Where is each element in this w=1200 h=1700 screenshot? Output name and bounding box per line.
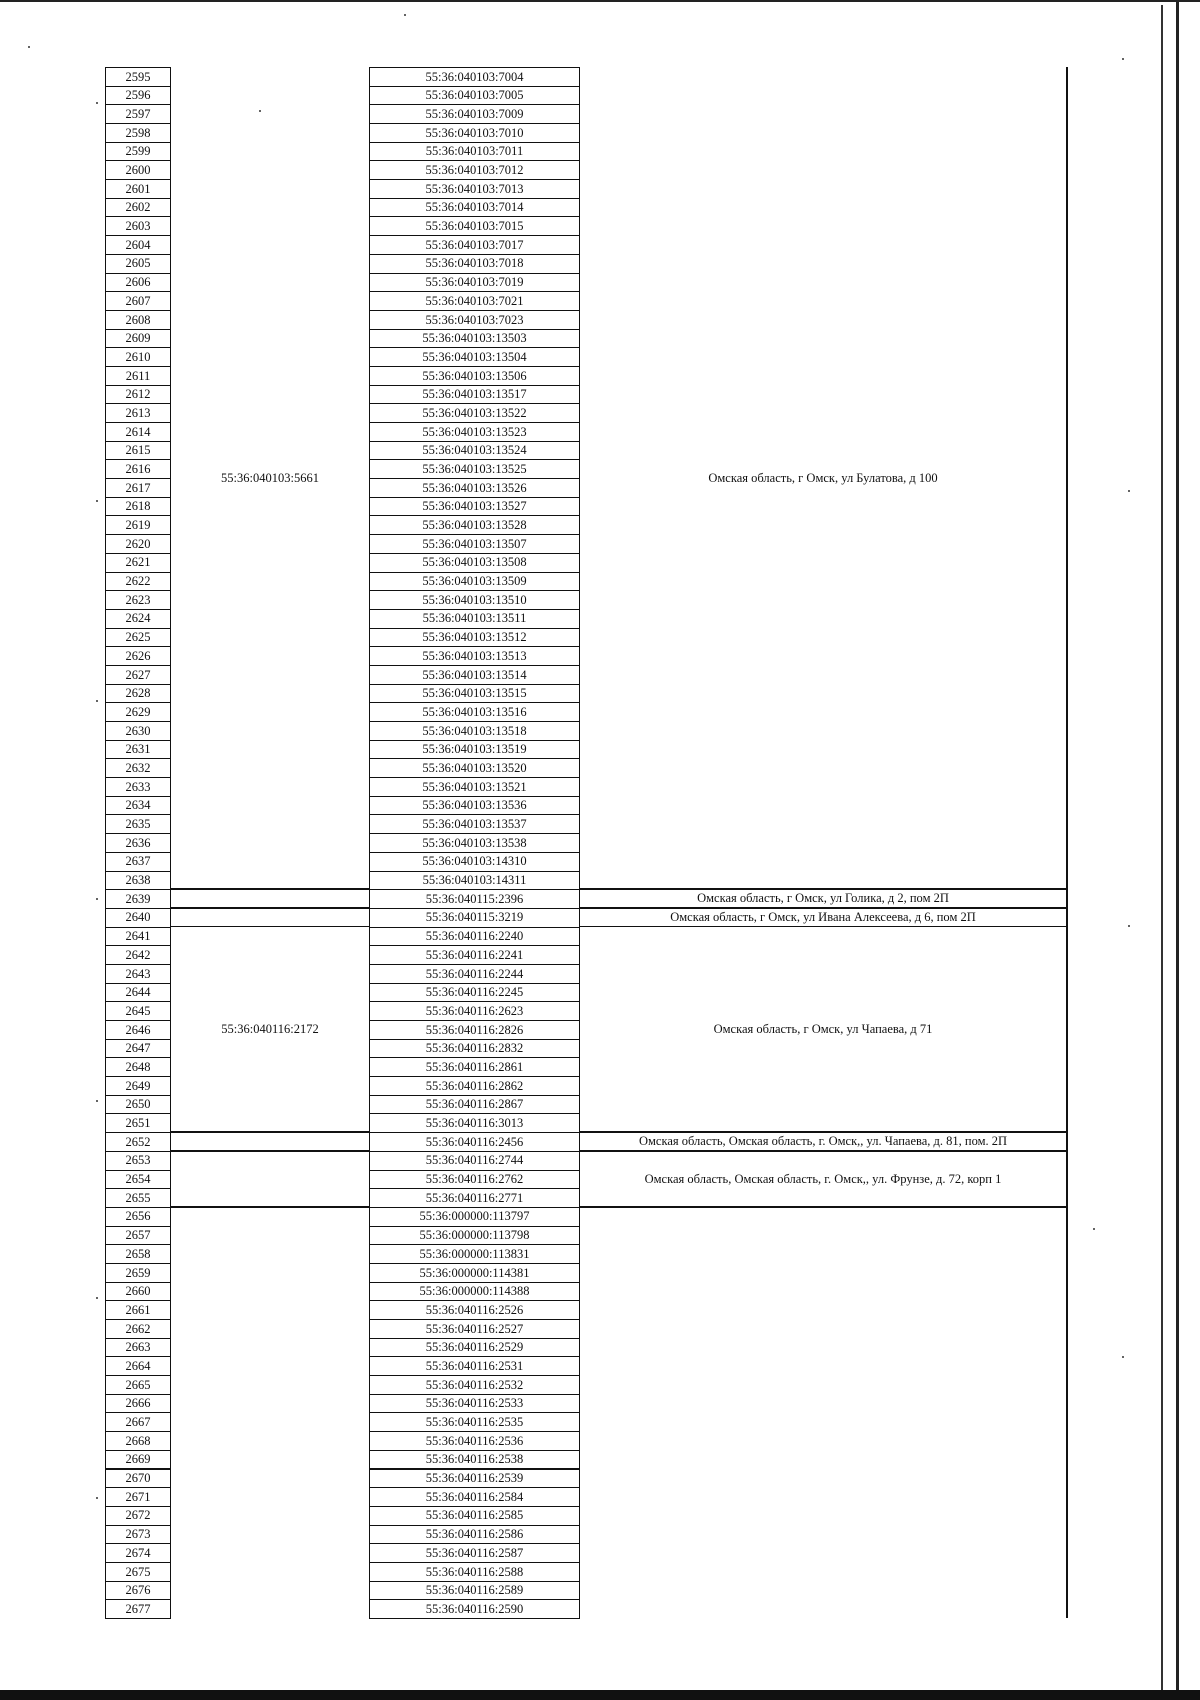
row-number-cell: 2656 [105,1207,171,1227]
row-number-cell: 2639 [105,889,171,909]
row-number-cell: 2638 [105,871,171,891]
cadastral-number-cell: 55:36:040116:2586 [369,1525,580,1545]
row-number-cell: 2627 [105,665,171,685]
cadastral-number-cell: 55:36:040103:7021 [369,291,580,311]
row-number-cell: 2601 [105,179,171,199]
cadastral-number-cell: 55:36:040116:2244 [369,964,580,984]
row-number-cell: 2597 [105,104,171,124]
cadastral-number-cell: 55:36:040103:13527 [369,497,580,517]
group-divider-parent [171,907,369,909]
cadastral-number-cell: 55:36:040116:2589 [369,1581,580,1601]
group-divider-parent [171,926,369,928]
cadastral-number-cell: 55:36:040116:2584 [369,1487,580,1507]
group-divider-address [580,1150,1066,1152]
cadastral-number-cell: 55:36:040103:13515 [369,684,580,704]
cadastral-number-cell: 55:36:040103:7004 [369,67,580,87]
row-number-cell: 2670 [105,1469,171,1489]
row-number-cell: 2613 [105,403,171,423]
cadastral-number-cell: 55:36:040116:2832 [369,1039,580,1059]
row-number-cell: 2643 [105,964,171,984]
row-number-cell: 2606 [105,273,171,293]
cadastral-number-cell: 55:36:040116:2535 [369,1412,580,1432]
row-number-cell: 2651 [105,1113,171,1133]
row-number-cell: 2645 [105,1001,171,1021]
parent-cadastral-cell [171,1207,369,1618]
cadastral-number-cell: 55:36:000000:113798 [369,1226,580,1246]
row-number-cell: 2663 [105,1338,171,1358]
cadastral-number-cell: 55:36:040103:7012 [369,160,580,180]
cadastral-number-cell: 55:36:040103:13513 [369,646,580,666]
cadastral-number-cell: 55:36:040116:2826 [369,1020,580,1040]
row-number-cell: 2631 [105,740,171,760]
cadastral-number-cell: 55:36:040103:13512 [369,628,580,648]
row-number-cell: 2671 [105,1487,171,1507]
row-number-cell: 2602 [105,198,171,218]
cadastral-number-cell: 55:36:040103:13520 [369,758,580,778]
address-cell: Омская область, г Омск, ул Чапаева, д 71 [713,1022,933,1037]
cadastral-number-cell: 55:36:040116:2241 [369,945,580,965]
cadastral-number-cell: 55:36:040116:2240 [369,927,580,947]
row-number-cell: 2676 [105,1581,171,1601]
cadastral-number-cell: 55:36:040103:13517 [369,385,580,405]
cadastral-number-cell: 55:36:000000:114388 [369,1282,580,1302]
row-number-cell: 2634 [105,796,171,816]
cadastral-number-cell: 55:36:040103:13518 [369,721,580,741]
address-cell: Омская область, г Омск, ул Ивана Алексеева, д 6, пом 2П [670,909,976,924]
row-number-cell: 2647 [105,1039,171,1059]
row-number-cell: 2674 [105,1543,171,1563]
cadastral-number-cell: 55:36:040103:13503 [369,329,580,349]
row-number-cell: 2615 [105,441,171,461]
cadastral-number-cell: 55:36:040103:7017 [369,235,580,255]
cadastral-number-cell: 55:36:040116:2245 [369,983,580,1003]
cadastral-number-cell: 55:36:040103:7019 [369,273,580,293]
cadastral-number-cell: 55:36:040103:13528 [369,515,580,535]
row-number-cell: 2607 [105,291,171,311]
parent-cadastral-cell: 55:36:040103:5661 [221,470,319,485]
row-number-cell: 2604 [105,235,171,255]
cadastral-number-cell: 55:36:040103:13538 [369,833,580,853]
row-number-cell: 2673 [105,1525,171,1545]
row-number-cell: 2628 [105,684,171,704]
cadastral-number-cell: 55:36:040103:13509 [369,572,580,592]
row-number-cell: 2658 [105,1244,171,1264]
row-number-cell: 2666 [105,1394,171,1414]
cadastral-number-cell: 55:36:040116:2536 [369,1431,580,1451]
address-cell: Омская область, г Омск, ул Голика, д 2, пом 2П [697,891,949,906]
cadastral-number-cell: 55:36:040103:13521 [369,777,580,797]
cadastral-number-cell: 55:36:040116:2539 [369,1469,580,1489]
cadastral-number-cell: 55:36:040103:13525 [369,459,580,479]
cadastral-number-cell: 55:36:040103:13516 [369,702,580,722]
cadastral-number-cell: 55:36:040103:14311 [369,871,580,891]
cadastral-number-cell: 55:36:040103:13511 [369,609,580,629]
cadastral-number-cell: 55:36:040116:3013 [369,1113,580,1133]
cadastral-number-cell: 55:36:040115:2396 [369,889,580,909]
row-number-cell: 2657 [105,1226,171,1246]
row-number-cell: 2669 [105,1450,171,1470]
row-number-cell: 2665 [105,1375,171,1395]
parent-cadastral-cell: 55:36:040116:2172 [221,1022,319,1037]
cadastral-number-cell: 55:36:040103:13537 [369,814,580,834]
row-number-cell: 2611 [105,366,171,386]
address-column-right-border [1066,67,1068,1618]
group-divider-address [580,888,1066,890]
group-divider-address [580,926,1066,928]
group-divider-address [580,907,1066,909]
row-number-cell: 2599 [105,142,171,162]
row-number-cell: 2620 [105,534,171,554]
row-number-cell: 2610 [105,347,171,367]
row-number-cell: 2675 [105,1562,171,1582]
row-number-cell: 2626 [105,646,171,666]
cadastral-number-cell: 55:36:040103:7005 [369,86,580,106]
parent-cadastral-cell [171,1132,369,1151]
row-number-cell: 2632 [105,758,171,778]
row-number-cell: 2605 [105,254,171,274]
cadastral-number-cell: 55:36:040116:2585 [369,1506,580,1526]
cadastral-number-cell: 55:36:040116:2623 [369,1001,580,1021]
group-divider-parent [171,1131,369,1133]
cadastral-number-cell: 55:36:040116:2861 [369,1057,580,1077]
cadastral-number-cell: 55:36:040103:7011 [369,142,580,162]
cadastral-number-cell: 55:36:040103:13523 [369,422,580,442]
cadastral-number-cell: 55:36:040103:7018 [369,254,580,274]
cadastral-number-cell: 55:36:040116:2762 [369,1170,580,1190]
cadastral-number-cell: 55:36:040103:7009 [369,104,580,124]
cadastral-number-cell: 55:36:040116:2527 [369,1319,580,1339]
parent-cadastral-cell [171,889,369,908]
row-number-cell: 2612 [105,385,171,405]
row-number-cell: 2625 [105,628,171,648]
cadastral-number-cell: 55:36:040103:13504 [369,347,580,367]
cadastral-number-cell: 55:36:040116:2533 [369,1394,580,1414]
row-number-cell: 2653 [105,1151,171,1171]
cadastral-number-cell: 55:36:040103:7014 [369,198,580,218]
row-number-cell: 2629 [105,702,171,722]
row-number-cell: 2661 [105,1300,171,1320]
cadastral-number-cell: 55:36:040103:13514 [369,665,580,685]
cadastral-number-cell: 55:36:000000:113831 [369,1244,580,1264]
row-number-cell: 2635 [105,814,171,834]
cadastral-number-cell: 55:36:040103:7013 [369,179,580,199]
group-divider-address [580,1131,1066,1133]
row-number-cell: 2650 [105,1095,171,1115]
row-number-cell: 2659 [105,1263,171,1283]
parent-cadastral-cell [171,1151,369,1207]
address-cell: Омская область, Омская область, г. Омск,, ул. Фрунзе, д. 72, корп 1 [644,1171,1002,1186]
cadastral-number-cell: 55:36:040103:13524 [369,441,580,461]
cadastral-number-cell: 55:36:040116:2588 [369,1562,580,1582]
cadastral-number-cell: 55:36:040103:13506 [369,366,580,386]
cadastral-number-cell: 55:36:040116:2538 [369,1450,580,1470]
cadastral-number-cell: 55:36:040103:13508 [369,553,580,573]
row-number-cell: 2630 [105,721,171,741]
cadastral-number-cell: 55:36:040116:2532 [369,1375,580,1395]
row-number-cell: 2641 [105,927,171,947]
cadastral-number-cell: 55:36:040103:7010 [369,123,580,143]
row-number-cell: 2596 [105,86,171,106]
address-cell: Омская область, Омская область, г. Омск,, ул. Чапаева, д. 81, пом. 2П [638,1134,1008,1149]
cadastral-number-cell: 55:36:040116:2526 [369,1300,580,1320]
row-number-cell: 2609 [105,329,171,349]
cadastral-number-cell: 55:36:040103:7015 [369,216,580,236]
row-number-cell: 2672 [105,1506,171,1526]
row-number-cell: 2616 [105,459,171,479]
row-number-cell: 2617 [105,478,171,498]
group-divider-address [580,1206,1066,1208]
row-number-cell: 2614 [105,422,171,442]
row-number-cell: 2662 [105,1319,171,1339]
row-number-cell: 2608 [105,310,171,330]
row-number-cell: 2637 [105,852,171,872]
row-number-cell: 2646 [105,1020,171,1040]
group-divider-parent [171,1206,369,1208]
row-number-cell: 2655 [105,1188,171,1208]
cadastral-number-cell: 55:36:040103:13510 [369,590,580,610]
row-number-cell: 2668 [105,1431,171,1451]
cadastral-number-cell: 55:36:040103:13507 [369,534,580,554]
row-number-cell: 2664 [105,1356,171,1376]
row-number-cell: 2623 [105,590,171,610]
row-number-cell: 2598 [105,123,171,143]
cadastral-number-cell: 55:36:040115:3219 [369,908,580,928]
address-cell: Омская область, г Омск, ул Булатова, д 100 [708,470,938,485]
row-number-cell: 2652 [105,1132,171,1152]
cadastral-number-cell: 55:36:040116:2529 [369,1338,580,1358]
row-number-cell: 2621 [105,553,171,573]
row-number-cell: 2618 [105,497,171,517]
cadastral-number-cell: 55:36:040103:13519 [369,740,580,760]
cadastral-number-cell: 55:36:040116:2862 [369,1076,580,1096]
row-number-cell: 2654 [105,1170,171,1190]
parent-cadastral-cell [171,908,369,927]
row-number-cell: 2636 [105,833,171,853]
row-number-cell: 2622 [105,572,171,592]
row-number-cell: 2633 [105,777,171,797]
row-number-cell: 2619 [105,515,171,535]
group-divider-parent [171,1150,369,1152]
row-number-cell: 2595 [105,67,171,87]
cadastral-number-cell: 55:36:040116:2590 [369,1599,580,1619]
cadastral-number-cell: 55:36:040116:2456 [369,1132,580,1152]
row-number-cell: 2603 [105,216,171,236]
cadastral-number-cell: 55:36:040116:2744 [369,1151,580,1171]
cadastral-number-cell: 55:36:040103:13522 [369,403,580,423]
cadastral-number-cell: 55:36:000000:114381 [369,1263,580,1283]
row-number-cell: 2600 [105,160,171,180]
row-number-cell: 2640 [105,908,171,928]
cadastral-number-cell: 55:36:040103:7023 [369,310,580,330]
group-divider-parent [171,888,369,890]
cadastral-number-cell: 55:36:040103:13536 [369,796,580,816]
row-number-cell: 2677 [105,1599,171,1619]
row-number-cell: 2660 [105,1282,171,1302]
cadastral-number-cell: 55:36:040116:2531 [369,1356,580,1376]
cadastral-number-cell: 55:36:040116:2867 [369,1095,580,1115]
cadastral-number-cell: 55:36:000000:113797 [369,1207,580,1227]
cadastral-number-cell: 55:36:040103:14310 [369,852,580,872]
row-number-cell: 2624 [105,609,171,629]
row-number-cell: 2644 [105,983,171,1003]
cadastral-number-cell: 55:36:040116:2771 [369,1188,580,1208]
row-number-cell: 2649 [105,1076,171,1096]
row-number-cell: 2642 [105,945,171,965]
row-number-cell: 2667 [105,1412,171,1432]
cadastral-number-cell: 55:36:040116:2587 [369,1543,580,1563]
address-cell [580,1207,1066,1618]
cadastral-number-cell: 55:36:040103:13526 [369,478,580,498]
row-number-cell: 2648 [105,1057,171,1077]
